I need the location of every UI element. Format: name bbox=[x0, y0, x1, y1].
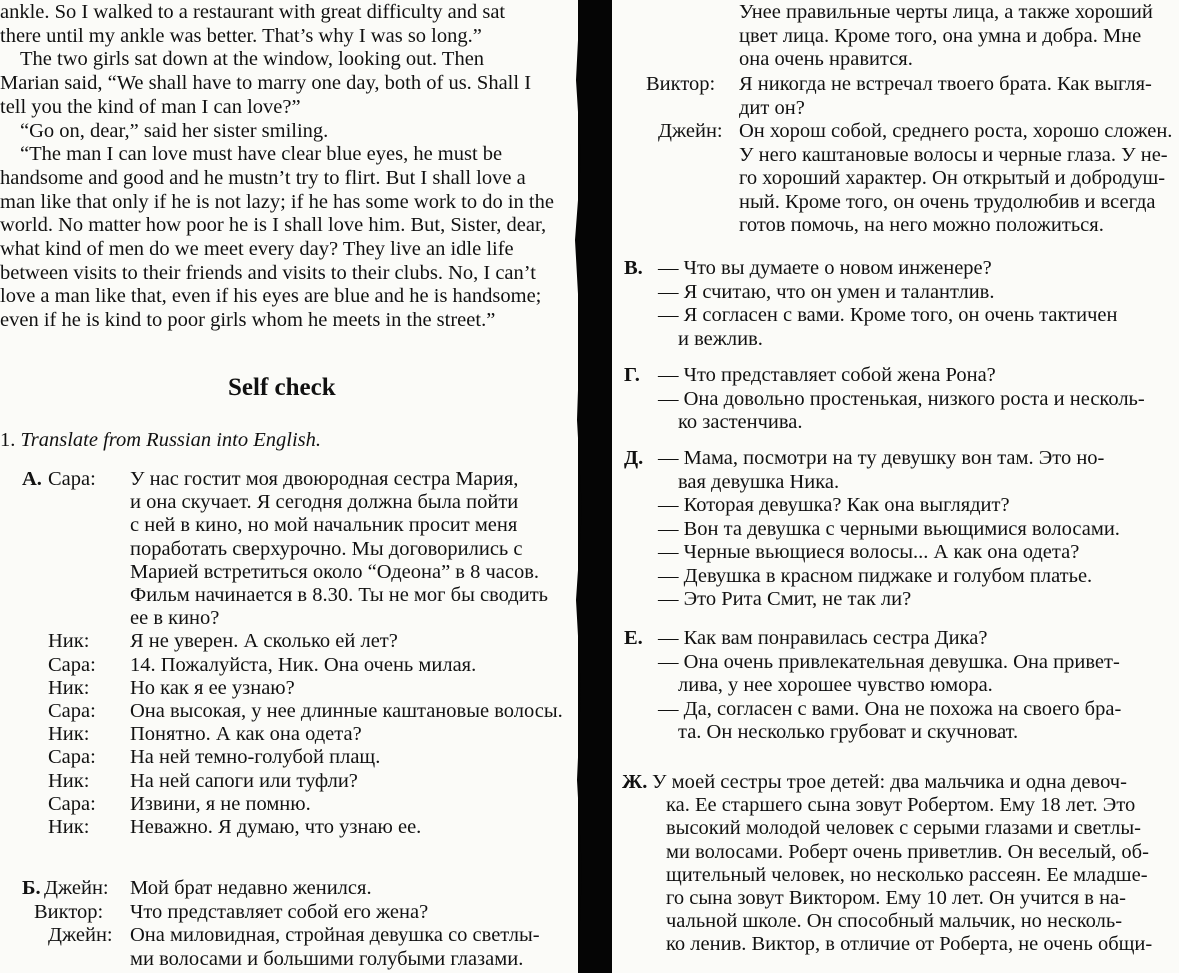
speaker-label: Сара: bbox=[48, 653, 96, 676]
dialogue-line: Извини, я не помню. bbox=[130, 792, 311, 815]
dialogue-line: Унее правильные черты лица, а также хороший bbox=[739, 1, 1153, 23]
block-line: го сына зовут Виктором. Ему 10 лет. Он учится в на- bbox=[666, 887, 1126, 909]
block-line: ка. Ее старшего сына зовут Робертом. Ему 18 лет. Это bbox=[666, 794, 1136, 817]
block-line: и вежлив. bbox=[678, 327, 763, 350]
story-line: Marian said, “We shall have to marry one day, both of us. Shall I bbox=[0, 72, 532, 95]
speaker-label: Ник: bbox=[48, 769, 90, 792]
dialogue-line: Он хорош собой, среднего роста, хорошо сложен. bbox=[739, 120, 1173, 142]
story-line: what kind of men do we meet every day? They live an idle life bbox=[0, 238, 514, 260]
dialogue-line: ный. Кроме того, он очень трудолюбив и всегда bbox=[739, 190, 1156, 213]
block-line: — Это Рита Смит, не так ли? bbox=[658, 588, 912, 610]
block-line: У моей сестры трое детей: два мальчика и одна девоч- bbox=[652, 771, 1127, 793]
block-line: — Да, согласен с вами. Она не похожа на своего бра- bbox=[658, 697, 1122, 720]
story-line: even if he is kind to poor girls whom he meets in the street.” bbox=[0, 309, 496, 332]
task-text: Translate from Russian into English. bbox=[20, 429, 322, 451]
story-line: there until my ankle was better. That’s why I was so long.” bbox=[0, 24, 482, 47]
dialogue-line: Марией встретиться около “Одеона” в 8 часов. bbox=[130, 560, 540, 583]
dialogue-line: готов помочь, на него можно положиться. bbox=[739, 214, 1104, 236]
section-title: Self check bbox=[228, 374, 336, 401]
block-line: — Как вам понравилась сестра Дика? bbox=[658, 627, 988, 649]
speaker-label: Джейн: bbox=[48, 924, 113, 946]
block-letter: В. bbox=[624, 257, 643, 279]
dialogue-line: Фильм начинается в 8.30. Ты не мог бы сводить bbox=[130, 584, 549, 606]
block-line: та. Он несколько грубоват и скучноват. bbox=[678, 721, 1019, 743]
block-line: — Девушка в красном пиджаке и голубом платье. bbox=[658, 564, 1093, 587]
story-line: handsome and good and he mustn’t try to flirt. But I shall love a bbox=[0, 166, 526, 189]
block-line: ко ленив. Виктор, в отличие от Роберта, не очень общи- bbox=[666, 933, 1153, 956]
dialogue-line: го хороший характер. Он открытый и добродуш- bbox=[739, 167, 1166, 189]
speaker-label: Виктор: bbox=[34, 900, 104, 923]
speaker-label: Виктор: bbox=[646, 73, 716, 95]
block-line: — Которая девушка? Как она выглядит? bbox=[658, 494, 1010, 516]
block-line: — Я считаю, что он умен и талантлив. bbox=[658, 280, 995, 303]
speaker-label: Сара: bbox=[48, 700, 96, 722]
speaker-label: Ник: bbox=[48, 816, 90, 838]
dialogue-line: На ней сапоги или туфли? bbox=[130, 769, 358, 792]
block-letter: Д. bbox=[624, 447, 644, 469]
dialogue-line: Она высокая, у нее длинные каштановые волосы. bbox=[130, 700, 563, 722]
block-line: вая девушка Ника. bbox=[678, 470, 840, 493]
dialogue-line: Она миловидная, стройная девушка со светлы- bbox=[130, 924, 540, 946]
speaker-label: Ник: bbox=[48, 676, 90, 699]
dialogue-line: Что представляет собой его жена? bbox=[130, 900, 429, 923]
dialogue-line: У нас гостит моя двоюродная сестра Мария, bbox=[130, 468, 519, 490]
dialogue-line: цвет лица. Кроме того, она умна и добра. Мне bbox=[739, 24, 1142, 47]
dialogue-line: ми волосами и большими голубыми глазами. bbox=[130, 947, 524, 970]
speaker-label: Ник: bbox=[48, 630, 90, 653]
block-line: — Вон та девушка с черными вьющимися волосами. bbox=[658, 517, 1120, 540]
block-letter: Ж. bbox=[622, 771, 648, 793]
block-line: — Черные вьющиеся волосы... А как она одета? bbox=[658, 541, 1080, 563]
speaker-label: Джейн: bbox=[658, 120, 723, 142]
dialogue-line: Понятно. А как она одета? bbox=[130, 723, 362, 746]
block-line: ко застенчива. bbox=[678, 411, 803, 433]
left-page bbox=[0, 0, 582, 973]
story-line: tell you the kind of man I can love?” bbox=[0, 95, 301, 118]
block-line: чальной школе. Он способный мальчик, но несколь- bbox=[666, 910, 1123, 933]
block-line: лива, у нее хорошее чувство юмора. bbox=[678, 674, 993, 696]
block-line: — Она очень привлекательная девушка. Она привет- bbox=[658, 650, 1120, 673]
speaker-label: Сара: bbox=[48, 468, 96, 490]
block-line: — Что вы думаете о новом инженере? bbox=[658, 257, 992, 279]
dialogue-line: Неважно. Я думаю, что узнаю ее. bbox=[130, 816, 422, 838]
block-line: высокий молодой человек с серыми глазами и светлы- bbox=[666, 817, 1141, 840]
story-line: love a man like that, even if his eyes are blue and he is handsome; bbox=[0, 285, 542, 308]
dialogue-letter: А. bbox=[22, 468, 42, 490]
dialogue-line: 14. Пожалуйста, Ник. Она очень милая. bbox=[130, 653, 477, 676]
dialogue-line: Я не уверен. А сколько ей лет? bbox=[130, 630, 398, 653]
dialogue-line: У него каштановые волосы и черные глаза. У не- bbox=[739, 143, 1168, 166]
block-letter: Г. bbox=[624, 364, 640, 386]
block-letter: Е. bbox=[624, 627, 643, 649]
block-line: — Мама, посмотри на ту девушку вон там. Это но- bbox=[658, 447, 1105, 469]
block-line: — Я согласен с вами. Кроме того, он очень тактичен bbox=[658, 304, 1118, 326]
dialogue-line: На ней темно-голубой плащ. bbox=[130, 746, 381, 769]
story-line: The two girls sat down at the window, looking out. Then bbox=[20, 48, 485, 71]
block-line: — Что представляет собой жена Рона? bbox=[658, 364, 996, 386]
story-line: ankle. So I walked to a restaurant with great difficulty and sat bbox=[0, 1, 506, 23]
dialogue-line: дит он? bbox=[739, 96, 805, 119]
dialogue-line: с ней в кино, но мой начальник просит меня bbox=[130, 514, 518, 537]
dialogue-line: ее в кино? bbox=[130, 607, 220, 630]
task-number: 1. bbox=[0, 429, 16, 451]
book-gutter bbox=[578, 0, 616, 973]
block-line: — Она довольно простенькая, низкого роста и несколь- bbox=[658, 387, 1145, 410]
block-line: щительный человек, но несколько рассеян. Ее младше- bbox=[666, 863, 1148, 886]
speaker-label: Сара: bbox=[48, 746, 96, 769]
task-line bbox=[0, 428, 321, 452]
story-line: “The man I can love must have clear blue eyes, he must be bbox=[20, 143, 503, 166]
story-line: man like that only if he is not lazy; if he has some work to do in the bbox=[0, 190, 554, 213]
dialogue-line: поработать сверхурочно. Мы договорились с bbox=[130, 537, 523, 560]
story-line: world. No matter how poor he is I shall love him. But, Sister, dear, bbox=[0, 214, 547, 237]
story-line: between visits to their friends and visits to their clubs. No, I can’t bbox=[0, 261, 536, 284]
speaker-label: Джейн: bbox=[44, 877, 109, 899]
dialogue-line: она очень нравится. bbox=[739, 48, 913, 70]
speaker-label: Ник: bbox=[48, 723, 90, 746]
dialogue-letter: Б. bbox=[22, 877, 41, 899]
story-line: “Go on, dear,” said her sister smiling. bbox=[20, 119, 329, 142]
speaker-label: Сара: bbox=[48, 792, 96, 815]
right-page bbox=[612, 0, 1179, 973]
dialogue-line: Но как я ее узнаю? bbox=[130, 676, 295, 699]
dialogue-line: Я никогда не встречал твоего брата. Как выгля- bbox=[739, 73, 1152, 95]
dialogue-line: Мой брат недавно женился. bbox=[130, 877, 372, 899]
block-line: ми волосами. Роберт очень приветлив. Он веселый, об- bbox=[666, 840, 1149, 863]
dialogue-line: и она скучает. Я сегодня должна была пойти bbox=[130, 491, 519, 514]
